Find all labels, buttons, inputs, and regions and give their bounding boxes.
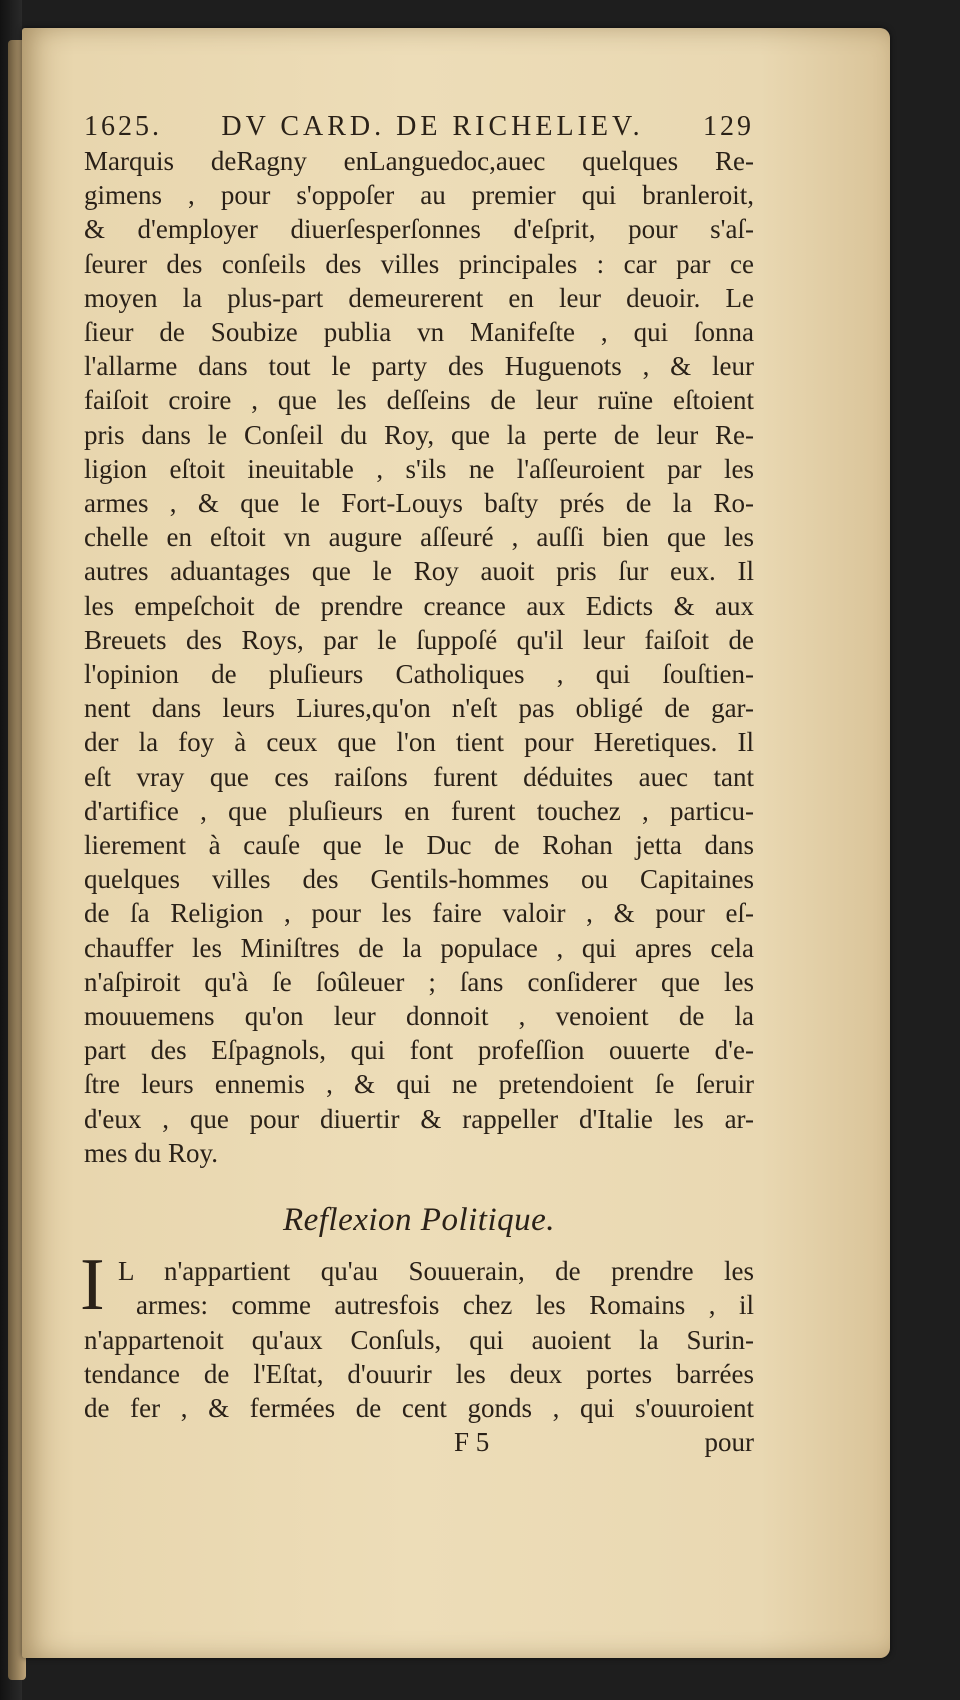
signature-mark: F 5 bbox=[454, 1427, 490, 1458]
page-footer bbox=[84, 1425, 754, 1459]
text-line: chauffer les Miniſtres de la populace , qui apres cela bbox=[84, 932, 754, 963]
text-line: de ſa Religion , pour les faire valoir , & pour eſ- bbox=[84, 898, 754, 929]
text-line: l'opinion de pluſieurs Catholiques , qui ſouſtien- bbox=[84, 659, 754, 690]
text-line: gimens , pour s'oppoſer au premier qui branleroit, bbox=[84, 180, 754, 211]
paragraph-main bbox=[84, 144, 754, 1170]
text-line: der la foy à ceux que l'on tient pour Heretiques. Il bbox=[84, 727, 754, 758]
text-line: Marquis deRagny enLanguedoc,auec quelques Re- bbox=[84, 146, 754, 176]
text-line: Breuets des Roys, par le ſuppoſé qu'il leur faiſoit de bbox=[84, 624, 754, 655]
text-line: L n'appartient qu'au Souuerain, de prendre les bbox=[118, 1256, 754, 1287]
text-line: moyen la plus-part demeurerent en leur deuoir. Le bbox=[84, 282, 754, 313]
page-content bbox=[80, 110, 754, 1459]
running-head bbox=[84, 110, 754, 144]
text-line: tendance de l'Eſtat, d'ouurir les deux portes barrées bbox=[84, 1358, 754, 1389]
text-line: l'allarme dans tout le party des Huguenots , & leur bbox=[84, 351, 754, 382]
text-line: mes du Roy. bbox=[84, 1137, 218, 1168]
text-line: faiſoit croire , que les deſſeins de leur ruïne eſtoient bbox=[84, 385, 754, 416]
text-line: armes , & que le Fort-Louys baſty prés de la Ro- bbox=[84, 488, 754, 519]
text-line: ſtre leurs ennemis , & qui ne pretendoient ſe ſeruir bbox=[84, 1069, 754, 1100]
text-line: lierement à cauſe que le Duc de Rohan jetta dans bbox=[84, 830, 754, 861]
text-line: n'aſpiroit qu'à ſe ſoûleuer ; ſans conſiderer que les bbox=[84, 966, 754, 997]
text-line: de fer , & fermées de cent gonds , qui s'ouuroient bbox=[84, 1392, 754, 1423]
text-line: d'artifice , que pluſieurs en furent touchez , particu- bbox=[84, 795, 754, 826]
text-line: ligion eſtoit ineuitable , s'ils ne l'aſſeuroient par les bbox=[84, 453, 754, 484]
text-line: quelques villes des Gentils-hommes ou Capitaines bbox=[84, 864, 754, 895]
book-page bbox=[22, 28, 890, 1658]
text-line: d'eux , que pour diuertir & rappeller d'Italie les ar- bbox=[84, 1103, 754, 1134]
text-line: part des Eſpagnols, qui font profeſſion ouuerte d'e- bbox=[84, 1035, 754, 1066]
text-line: mouuemens qu'on leur donnoit , venoient de la bbox=[84, 1001, 754, 1032]
text-line: nent dans leurs Liures,qu'on n'eſt pas obligé de gar- bbox=[84, 693, 754, 724]
page-number: 129 bbox=[702, 111, 754, 142]
text-line: chelle en eſtoit vn augure aſſeuré , auſſi bien que les bbox=[84, 522, 754, 553]
drop-cap: I bbox=[80, 1244, 105, 1327]
text-line: eſt vray que ces raiſons furent déduites auec tant bbox=[84, 761, 754, 792]
text-line: ſieur de Soubize publia vn Manifeſte , qui ſonna bbox=[84, 317, 754, 348]
text-line: armes: comme autresfois chez les Romains , il bbox=[136, 1290, 754, 1321]
text-line: autres aduantages que le Roy auoit pris ſur eux. Il bbox=[84, 556, 754, 587]
text-line: ſeurer des conſeils des villes principales : car par ce bbox=[84, 248, 754, 279]
catchword: pour bbox=[704, 1427, 754, 1458]
running-head-year: 1625. bbox=[84, 111, 162, 142]
paragraph-reflexion bbox=[80, 1244, 754, 1425]
text-line: les empeſchoit de prendre creance aux Edicts & aux bbox=[84, 590, 754, 621]
section-heading: Reflexion Politique. bbox=[282, 1202, 556, 1239]
text-line: pris dans le Conſeil du Roy, que la perte de leur Re- bbox=[84, 419, 754, 450]
text-line: & d'employer diuerſesperſonnes d'eſprit, pour s'aſ- bbox=[84, 214, 754, 245]
text-line: n'appartenoit qu'aux Conſuls, qui auoient la Surin- bbox=[84, 1324, 754, 1355]
running-head-title: DV CARD. DE RICHELIEV. bbox=[221, 111, 644, 142]
